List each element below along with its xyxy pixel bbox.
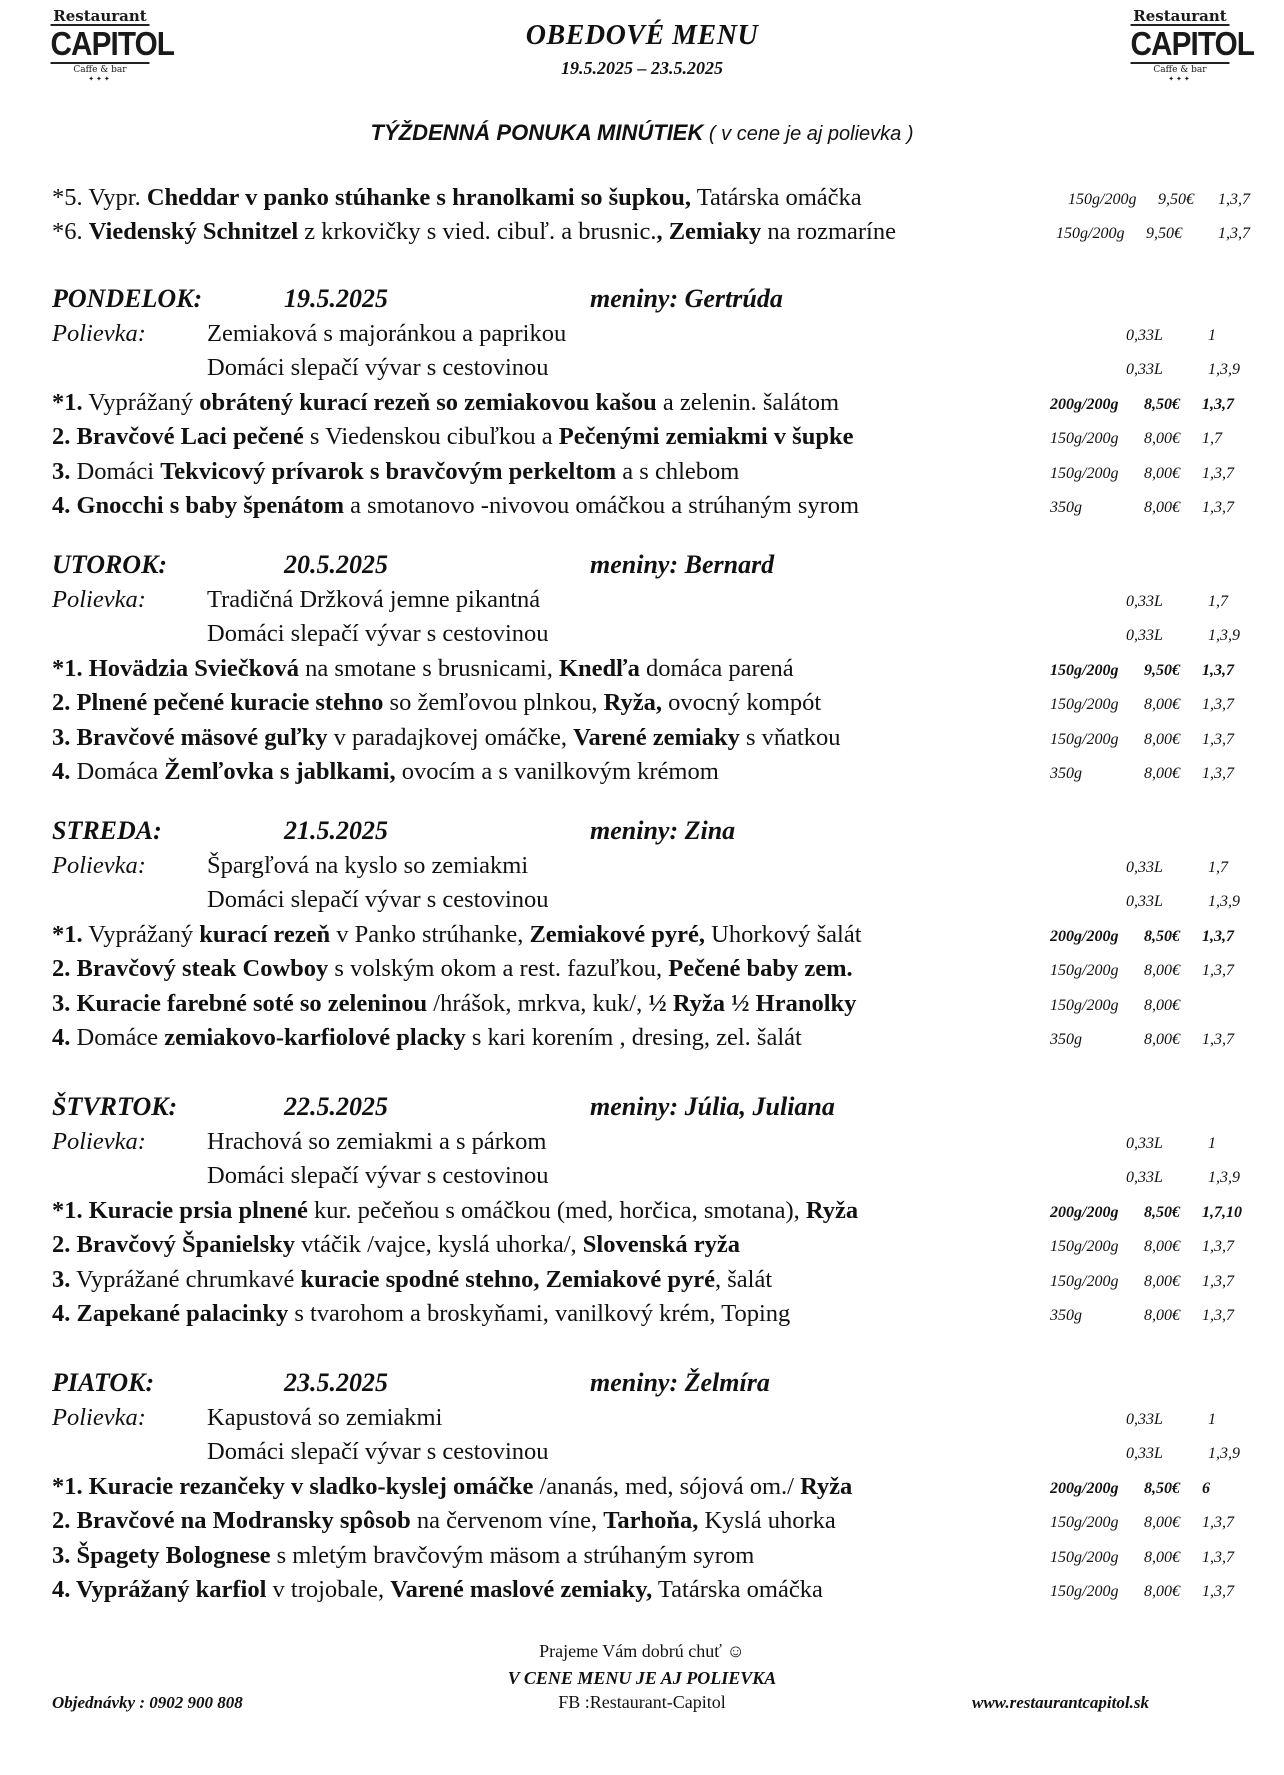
weekly-offer-heading	[0, 120, 1284, 146]
dish-price: 8,00€	[1144, 765, 1180, 782]
dish-allergens: 1,3,7	[1202, 1272, 1234, 1290]
logo-main-text: CAPITOL	[50, 25, 175, 62]
dish-allergens: 1,7,10	[1202, 1203, 1242, 1221]
logo-main-text: CAPITOL	[1130, 25, 1255, 62]
dish-allergens: 1,3,7	[1202, 1307, 1234, 1324]
footer-orders-phone: Objednávky : 0902 900 808	[52, 1693, 243, 1712]
soup-volume: 0,33L	[1126, 1445, 1163, 1462]
soup-volume: 0,33L	[1126, 1134, 1163, 1152]
day-name: ŠTVRTOK:	[52, 1092, 178, 1121]
soup-volume: 0,33L	[1126, 893, 1163, 910]
soup-volume: 0,33L	[1126, 326, 1163, 344]
dish-price: 8,00€	[1144, 464, 1180, 482]
dish-weight: 150g/200g	[1050, 430, 1119, 447]
dish-name: 4. Domáce zemiakovo-karfiolové placky s kari korením , dresing, zel. šalát	[52, 1024, 802, 1051]
dish-weight: 150g/200g	[1050, 1583, 1119, 1600]
day-date: 22.5.2025	[284, 1092, 388, 1121]
dish-allergens: 1,3,7	[1202, 765, 1234, 782]
dish-name: 4. Domáca Žemľovka s jablkami, ovocím a s vanilkovým krémom	[52, 758, 719, 785]
dish-name: 3. Domáci Tekvicový prívarok s bravčovým perkeltom a s chlebom	[52, 457, 740, 485]
dish-weight: 150g/200g	[1050, 464, 1119, 482]
dish-allergens: 1,3,7	[1202, 1548, 1234, 1566]
footer-website-link[interactable]: www.restaurantcapitol.sk	[972, 1693, 1149, 1712]
menu-date-range: 19.5.2025 – 23.5.2025	[561, 58, 723, 78]
dish-name: 4. Gnocchi s baby špenátom a smotanovo -nivovou omáčkou a strúhaným syrom	[52, 492, 860, 519]
weekly-offer-note: ( v cene je aj polievka )	[703, 123, 914, 145]
dish-price: 8,00€	[1144, 1514, 1180, 1531]
dish-weight: 150g/200g	[1050, 1238, 1119, 1255]
soup-name: Domáci slepačí vývar s cestovinou	[207, 1438, 549, 1465]
dish-allergens: 1,3,7	[1202, 927, 1234, 945]
dish-name: *1. Vyprážaný kurací rezeň v Panko strúhanke, Zemiakové pyré, Uhorkový šalát	[52, 920, 862, 948]
dish-price: 8,00€	[1144, 430, 1180, 447]
day-date: 21.5.2025	[284, 816, 388, 845]
dish-weight: 150g/200g	[1050, 1548, 1119, 1566]
dish-weight: 200g/200g	[1050, 1203, 1119, 1221]
dish-price: 8,50€	[1144, 1203, 1180, 1221]
soup-volume: 0,33L	[1126, 858, 1163, 876]
dish-weight: 150g/200g	[1050, 996, 1119, 1014]
soup-allergens: 1,3,9	[1208, 1169, 1240, 1186]
logo-top-text: Restaurant	[1133, 7, 1227, 25]
soup-allergens: 1	[1208, 326, 1216, 344]
dish-name: *1. Kuracie prsia plnené kur. pečeňou s omáčkou (med, horčica, smotana), Ryža	[52, 1196, 859, 1224]
dish-weight: 350g	[1050, 765, 1082, 782]
soup-volume: 0,33L	[1126, 627, 1163, 644]
soup-label: Polievka:	[52, 585, 146, 613]
dish-weight: 200g/200g	[1050, 1479, 1119, 1497]
dish-weight: 350g	[1050, 499, 1082, 516]
dish-name: 2. Bravčové Laci pečené s Viedenskou cibuľkou a Pečenými zemiakmi v šupke	[52, 423, 854, 450]
footer-facebook: FB :Restaurant-Capitol	[558, 1692, 726, 1712]
dish-price: 8,00€	[1144, 1583, 1180, 1600]
dish-weight: 150g/200g	[1050, 661, 1119, 679]
dish-name: 4. Zapekané palacinky s tvarohom a broskyňami, vanilkový krém, Toping	[52, 1300, 791, 1327]
day-name: PIATOK:	[52, 1368, 155, 1397]
dish-name: 4. Vyprážaný karfiol v trojobale, Varené maslové zemiaky, Tatárska omáčka	[52, 1576, 823, 1603]
dish-name: 3. Špagety Bolognese s mletým bravčovým mäsom a strúhaným syrom	[52, 1541, 755, 1569]
dish-price: 8,00€	[1144, 696, 1180, 713]
soup-volume: 0,33L	[1126, 1410, 1163, 1428]
logo-ornament-icon: ✦✦✦	[1168, 75, 1192, 83]
dish-weight: 150g/200g	[1050, 962, 1119, 979]
footer-soup-note: V CENE MENU JE AJ POLIEVKA	[507, 1668, 777, 1688]
dish-price: 8,00€	[1144, 996, 1180, 1014]
dish-name: *1. Vyprážaný obrátený kurací rezeň so zemiakovou kašou a zelenin. šalátom	[52, 388, 840, 416]
soup-allergens: 1,3,9	[1208, 361, 1240, 378]
day-name: STREDA:	[52, 816, 162, 845]
dish-allergens: 1,3,7	[1202, 661, 1234, 679]
weekly-item-price: 9,50€	[1146, 225, 1182, 242]
dish-name: 2. Bravčový steak Cowboy s volským okom a rest. fazuľkou, Pečené baby zem.	[52, 955, 853, 982]
soup-volume: 0,33L	[1126, 592, 1163, 610]
soup-label: Polievka:	[52, 1127, 146, 1155]
soup-name: Domáci slepačí vývar s cestovinou	[207, 620, 549, 647]
soup-name: Domáci slepačí vývar s cestovinou	[207, 354, 549, 381]
soup-volume: 0,33L	[1126, 1169, 1163, 1186]
soup-name: Špargľová na kyslo so zemiakmi	[207, 851, 529, 879]
dish-price: 8,50€	[1144, 1479, 1180, 1497]
soup-allergens: 1,3,9	[1208, 893, 1240, 910]
dish-price: 8,50€	[1144, 395, 1180, 413]
footer-wish: Prajeme Vám dobrú chuť ☺	[539, 1641, 745, 1661]
day-nameday: meniny: Júlia, Juliana	[590, 1092, 835, 1121]
day-nameday: meniny: Gertrúda	[590, 284, 783, 313]
day-nameday: meniny: Zina	[590, 816, 736, 845]
day-date: 19.5.2025	[284, 284, 388, 313]
menu-title: OBEDOVÉ MENU	[525, 20, 759, 51]
dish-name: 2. Bravčový Španielsky vtáčik /vajce, kyslá uhorka/, Slovenská ryža	[52, 1231, 740, 1258]
dish-allergens: 1,3,7	[1202, 1514, 1234, 1531]
day-nameday: meniny: Bernard	[590, 550, 775, 579]
dish-allergens: 6	[1202, 1479, 1210, 1497]
dish-name: *1. Hovädzia Sviečková na smotane s brusnicami, Knedľa domáca parená	[52, 654, 794, 682]
soup-name: Domáci slepačí vývar s cestovinou	[207, 886, 549, 913]
soup-name: Zemiaková s majoránkou a paprikou	[207, 319, 567, 347]
dish-price: 9,50€	[1144, 661, 1180, 679]
day-nameday: meniny: Želmíra	[590, 1368, 770, 1397]
dish-allergens: 1,3,7	[1202, 499, 1234, 516]
soup-name: Domáci slepačí vývar s cestovinou	[207, 1162, 549, 1189]
soup-label: Polievka:	[52, 319, 146, 347]
dish-allergens: 1,3,7	[1202, 696, 1234, 713]
weekly-item-weight: 150g/200g	[1068, 191, 1137, 208]
dish-price: 8,00€	[1144, 1272, 1180, 1290]
dish-weight: 200g/200g	[1050, 395, 1119, 413]
day-name: PONDELOK:	[52, 284, 203, 313]
dish-weight: 200g/200g	[1050, 927, 1119, 945]
soup-name: Tradičná Držková jemne pikantná	[207, 585, 541, 613]
dish-weight: 350g	[1050, 1307, 1082, 1324]
day-date: 20.5.2025	[284, 550, 388, 579]
dish-name: 3. Bravčové mäsové guľky v paradajkovej omáčke, Varené zemiaky s vňatkou	[52, 723, 841, 751]
dish-price: 8,00€	[1144, 730, 1180, 748]
dish-weight: 350g	[1050, 1031, 1082, 1048]
dish-price: 8,00€	[1144, 1238, 1180, 1255]
weekly-offer-title: TÝŽDENNÁ PONUKA MINÚTIEK	[370, 120, 704, 145]
dish-allergens: 1,3,7	[1202, 1031, 1234, 1048]
dish-weight: 150g/200g	[1050, 1272, 1119, 1290]
soup-allergens: 1,3,9	[1208, 1445, 1240, 1462]
weekly-item-name: *5. Vypr. Cheddar v panko stúhanke s hranolkami so šupkou, Tatárska omáčka	[52, 184, 862, 211]
dish-allergens: 1,3,7	[1202, 1583, 1234, 1600]
weekly-item-name: *6. Viedenský Schnitzel z krkovičky s vied. cibuľ. a brusnic., Zemiaky na rozmaríne	[52, 218, 896, 245]
logo-sub-text: Caffe & bar	[73, 65, 127, 75]
soup-allergens: 1	[1208, 1134, 1216, 1152]
dish-allergens: 1,3,7	[1202, 1238, 1234, 1255]
dish-name: 3. Kuracie farebné soté so zeleninou /hrášok, mrkva, kuk/, ½ Ryža ½ Hranolky	[52, 989, 857, 1017]
dish-price: 8,00€	[1144, 1031, 1180, 1048]
day-date: 23.5.2025	[284, 1368, 388, 1397]
dish-allergens: 1,3,7	[1202, 962, 1234, 979]
dish-price: 8,00€	[1144, 499, 1180, 516]
day-name: UTOROK:	[52, 550, 168, 579]
soup-name: Hrachová so zemiakmi a s párkom	[207, 1127, 547, 1155]
dish-allergens: 1,3,7	[1202, 730, 1234, 748]
soup-allergens: 1,7	[1208, 592, 1228, 610]
dish-price: 8,00€	[1144, 1307, 1180, 1324]
dish-price: 8,00€	[1144, 962, 1180, 979]
logo-ornament-icon: ✦✦✦	[88, 75, 112, 83]
weekly-item-allergens: 1,3,7	[1218, 225, 1250, 242]
soup-allergens: 1,7	[1208, 858, 1228, 876]
weekly-item-price: 9,50€	[1158, 191, 1194, 208]
weekly-item-weight: 150g/200g	[1056, 225, 1125, 242]
dish-name: 2. Bravčové na Modransky spôsob na červenom víne, Tarhoňa, Kyslá uhorka	[52, 1507, 836, 1534]
soup-label: Polievka:	[52, 1403, 146, 1431]
weekly-item-allergens: 1,3,7	[1218, 191, 1250, 208]
soup-volume: 0,33L	[1126, 361, 1163, 378]
soup-allergens: 1,3,9	[1208, 627, 1240, 644]
logo-top-text: Restaurant	[53, 7, 147, 25]
dish-name: *1. Kuracie rezančeky v sladko-kyslej omáčke /ananás, med, sójová om./ Ryža	[52, 1472, 853, 1500]
dish-name: 3. Vyprážané chrumkavé kuracie spodné stehno, Zemiakové pyré, šalát	[52, 1265, 773, 1293]
soup-name: Kapustová so zemiakmi	[207, 1403, 443, 1431]
soup-label: Polievka:	[52, 851, 146, 879]
dish-allergens: 1,3,7	[1202, 464, 1234, 482]
dish-name: 2. Plnené pečené kuracie stehno so žemľovou plnkou, Ryža, ovocný kompót	[52, 689, 822, 716]
soup-allergens: 1	[1208, 1410, 1216, 1428]
dish-price: 8,00€	[1144, 1548, 1180, 1566]
dish-price: 8,50€	[1144, 927, 1180, 945]
dish-allergens: 1,7	[1202, 430, 1222, 447]
dish-weight: 150g/200g	[1050, 696, 1119, 713]
dish-weight: 150g/200g	[1050, 1514, 1119, 1531]
dish-weight: 150g/200g	[1050, 730, 1119, 748]
dish-allergens: 1,3,7	[1202, 395, 1234, 413]
logo-sub-text: Caffe & bar	[1153, 65, 1207, 75]
